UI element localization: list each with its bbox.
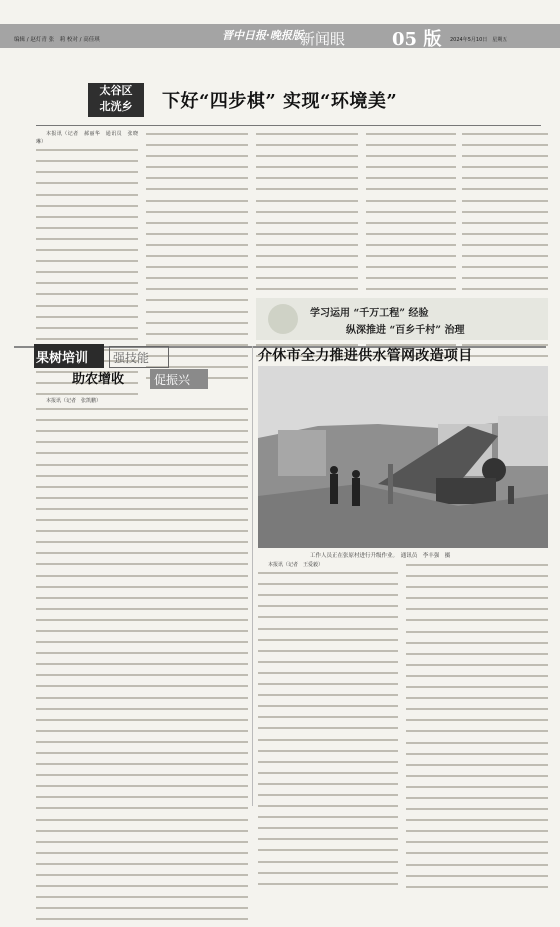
location-county: 太谷区 — [99, 84, 133, 97]
headline-rule — [36, 125, 541, 126]
article3-byline: 本报讯（记者 王爱毅） — [268, 562, 324, 568]
article3-text-placeholder — [258, 572, 398, 891]
page-number: 05 版 — [392, 29, 442, 50]
article2-text-placeholder — [36, 408, 248, 926]
editors-line: 编辑 / 赵灯青 张 莉 校对 / 高佳琪 — [14, 37, 100, 43]
column-divider — [252, 346, 253, 806]
training-tag-sub1: 强技能 — [113, 351, 150, 365]
location-town: 北洸乡 — [99, 100, 133, 113]
photo-construction-scene — [258, 366, 548, 548]
section-title: 新闻眼 — [300, 30, 346, 48]
article2-byline: 本报讯（记者 张凯鹏） — [46, 398, 102, 404]
article3-column-1 — [258, 561, 398, 891]
article3-column-2 — [406, 561, 548, 894]
photo-caption: 工作人员正在张原村进行升级作业。 通讯员 李丰强 摄 — [310, 553, 451, 559]
training-tag-line2: 助农增收 — [72, 372, 125, 387]
article1-headline: 下好“四步棋” 实现“环境美” — [162, 91, 398, 112]
location-badge — [88, 83, 144, 117]
training-tag-main: 果树培训 — [36, 351, 89, 366]
training-tag-sub2: 促振兴 — [154, 373, 191, 387]
article3-photo — [258, 366, 548, 548]
callout-line-2: 纵深推进 “百乡千村” 治理 — [346, 325, 465, 336]
issue-date: 2024年5月10日 星期五 — [450, 37, 508, 43]
article1-byline: 本报讯（记者 郝丽华 通讯员 张晓琳） — [36, 131, 138, 146]
callout-line-1: 学习运用 “千万工程” 经验 — [310, 308, 429, 319]
callout-emblem-icon — [268, 304, 298, 334]
article3-headline: 介休市全力推进供水管网改造项目 — [258, 348, 473, 364]
paper-logo: 晋中日报·晚报版 — [222, 29, 303, 42]
article2-body — [36, 397, 248, 927]
